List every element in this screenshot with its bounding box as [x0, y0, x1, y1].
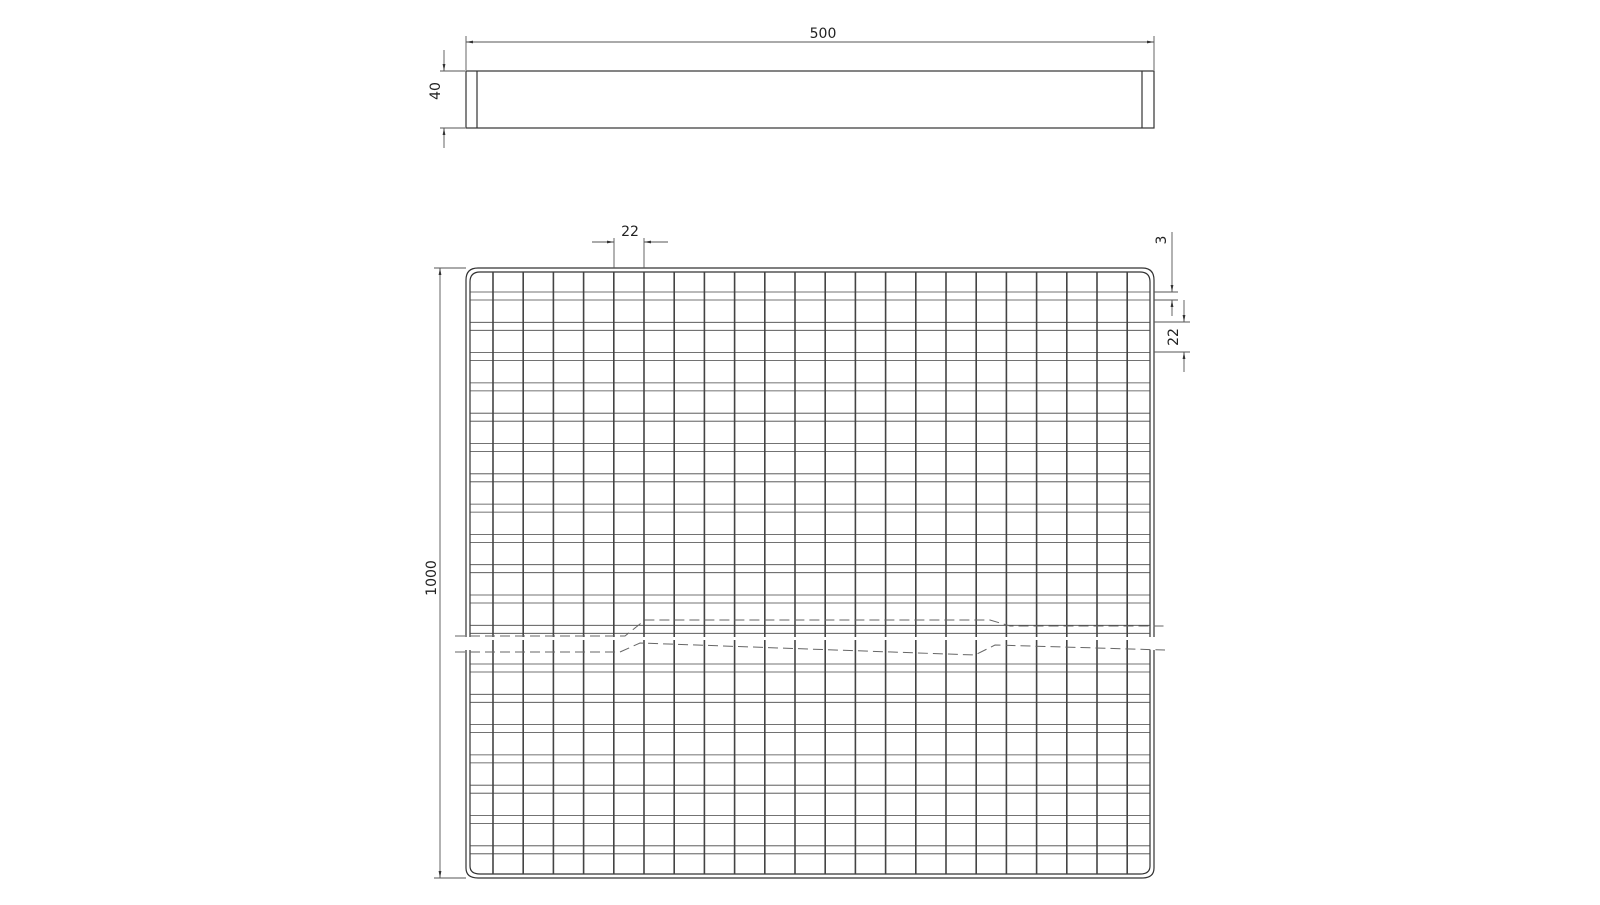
dimension-width	[466, 26, 1154, 70]
side-view-outline	[466, 71, 1154, 128]
dimension-total-length	[424, 268, 466, 878]
dimension-mesh-pitch-x	[592, 224, 668, 268]
dimension-height-label: 40	[428, 82, 444, 100]
dimension-mesh-pitch-y-label: 22	[1166, 328, 1182, 346]
mesh-grid-upper	[470, 272, 1150, 640]
dimension-total-length-label: 1000	[424, 560, 440, 596]
dimension-wire-gap-label: 3	[1154, 235, 1170, 245]
dimension-mesh-pitch-x-label: 22	[621, 224, 639, 240]
mesh-grid-lower	[470, 640, 1150, 874]
dimension-width-label: 500	[809, 26, 837, 42]
dimension-wire-gap	[1154, 232, 1178, 316]
dimension-height	[428, 50, 465, 148]
side-view	[466, 71, 1154, 128]
